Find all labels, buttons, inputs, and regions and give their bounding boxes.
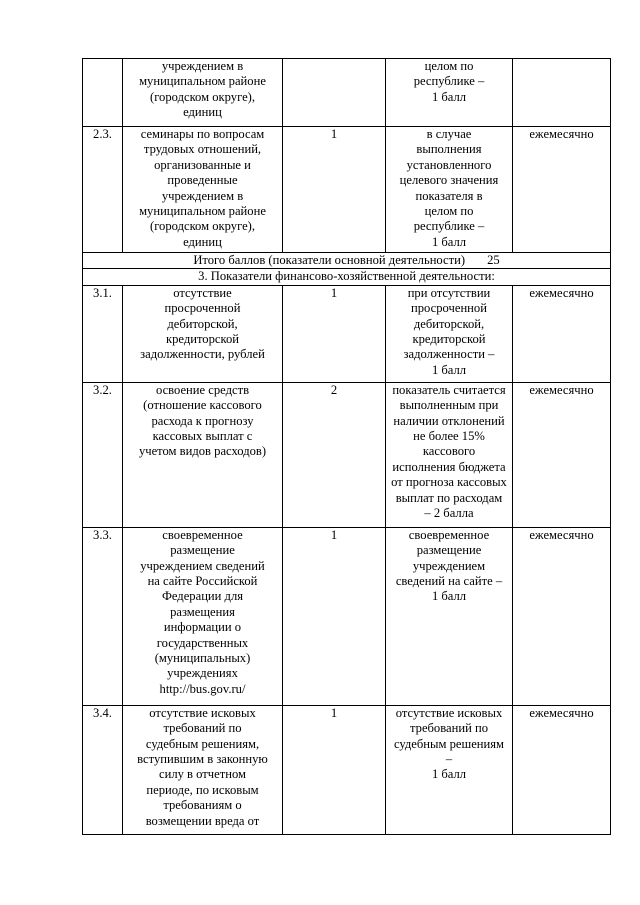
condition-cell bbox=[386, 59, 513, 127]
section-row bbox=[83, 269, 611, 285]
condition-cell-line: – bbox=[445, 752, 453, 767]
indicator-name-line: задолженности, рублей bbox=[140, 347, 265, 362]
indicator-name-line: Федерации для bbox=[161, 589, 244, 604]
indicator-name bbox=[123, 527, 283, 705]
indicators-table bbox=[82, 58, 611, 835]
indicator-name-line: своевременное bbox=[162, 527, 243, 542]
indicator-name-line: дебиторской, bbox=[167, 316, 238, 331]
indicator-name-line: семинары по вопросам bbox=[140, 127, 265, 141]
indicator-name-line: муниципальном районе bbox=[139, 74, 266, 89]
indicator-name-line: учреждением в bbox=[161, 59, 244, 73]
indicator-name-line: периоде, по исковым bbox=[146, 782, 259, 797]
total-row bbox=[83, 253, 611, 269]
condition-cell-line: судебным решениям bbox=[393, 736, 505, 751]
indicator-name-line: требований по bbox=[163, 721, 242, 736]
condition-cell-line: кассового bbox=[422, 444, 476, 459]
table-row bbox=[83, 705, 611, 834]
condition-cell-line: не более 15% bbox=[413, 429, 485, 444]
table-row bbox=[83, 382, 611, 527]
indicator-name-line: (муниципальных) bbox=[154, 651, 251, 666]
condition-cell-line: республике – bbox=[413, 219, 485, 234]
condition-cell-line: наличии отклонений bbox=[393, 413, 505, 428]
indicator-name-line: http://bus.gov.ru/ bbox=[159, 681, 246, 696]
condition-cell-line: 1 балл bbox=[431, 89, 467, 104]
indicator-name-line: (отношение кассового bbox=[143, 398, 262, 413]
indicator-name-line: просроченной bbox=[164, 301, 241, 316]
indicator-name-line: трудовых отношений, bbox=[143, 142, 262, 157]
condition-cell-line: требований по bbox=[409, 721, 489, 736]
indicator-name bbox=[123, 705, 283, 834]
condition-cell-line: исполнения бюджета bbox=[392, 459, 506, 474]
condition-cell-line: выплат по расходам bbox=[395, 490, 503, 505]
indicator-name-line: расхода к прогнозу bbox=[151, 413, 254, 428]
condition-cell-line: кредиторской bbox=[412, 332, 486, 347]
indicator-name bbox=[123, 285, 283, 382]
condition-cell-line: учреждением bbox=[412, 558, 486, 573]
condition-cell-line: выполненным при bbox=[399, 398, 499, 413]
condition-cell bbox=[386, 285, 513, 382]
condition-cell bbox=[386, 127, 513, 253]
indicator-name-line: единиц bbox=[183, 105, 222, 120]
indicator-name-line: отсутствие исковых bbox=[149, 705, 256, 720]
indicator-name-line: (городском округе), bbox=[150, 219, 255, 234]
indicator-name-line: отсутствие bbox=[173, 285, 232, 300]
condition-cell-line: просроченной bbox=[411, 301, 487, 316]
indicator-name-line: судебным решениям, bbox=[145, 736, 260, 751]
indicator-name-line: требованиям о bbox=[163, 798, 242, 813]
indicators-table-body bbox=[83, 59, 611, 835]
condition-cell bbox=[386, 382, 513, 527]
section-title bbox=[83, 269, 611, 285]
table-row bbox=[83, 59, 611, 127]
condition-cell-line: – 2 балла bbox=[424, 506, 474, 521]
condition-cell bbox=[386, 705, 513, 834]
indicator-name-line: кассовых выплат с bbox=[152, 429, 253, 444]
indicator-name-line: учетом видов расходов) bbox=[138, 444, 267, 459]
indicator-name-line: единиц bbox=[183, 234, 222, 249]
condition-cell-line: размещение bbox=[416, 543, 482, 558]
indicator-name-line: освоение средств bbox=[155, 382, 250, 397]
score-cell: 1 bbox=[283, 127, 386, 253]
indicator-name-line: учреждением в bbox=[161, 188, 244, 203]
frequency-cell: ежемесячно bbox=[513, 127, 611, 253]
table-row bbox=[83, 127, 611, 253]
condition-cell-line: задолженности – bbox=[403, 347, 495, 362]
row-number: 3.3. bbox=[83, 527, 123, 705]
table-row bbox=[83, 527, 611, 705]
condition-cell-line: республике – bbox=[413, 74, 485, 89]
score-cell bbox=[283, 59, 386, 127]
condition-cell-line: сведений на сайте – bbox=[395, 574, 503, 589]
frequency-cell: ежемесячно bbox=[513, 705, 611, 834]
indicator-name-line: (городском округе), bbox=[150, 89, 255, 104]
condition-cell-line: отсутствие исковых bbox=[395, 705, 503, 720]
row-number: 3.2. bbox=[83, 382, 123, 527]
row-number: 3.1. bbox=[83, 285, 123, 382]
condition-cell-line: при отсутствии bbox=[407, 285, 491, 300]
indicator-name-line: государственных bbox=[156, 635, 249, 650]
indicator-name-line: на сайте Российской bbox=[147, 574, 258, 589]
condition-cell-line: установленного bbox=[406, 157, 492, 172]
indicator-name-line: организованные и bbox=[154, 157, 251, 172]
condition-cell-line: 1 балл bbox=[431, 362, 467, 377]
condition-cell-line: показателя в bbox=[415, 188, 483, 203]
condition-cell-line: 1 балл bbox=[431, 234, 467, 249]
condition-cell-line: дебиторской, bbox=[413, 316, 485, 331]
condition-cell-line: своевременное bbox=[408, 527, 490, 542]
indicator-name-line: информации о bbox=[163, 620, 242, 635]
total-value: 25 bbox=[487, 253, 500, 267]
condition-cell-line: в случае bbox=[426, 127, 472, 141]
score-cell: 1 bbox=[283, 527, 386, 705]
condition-cell-line: выполнения bbox=[416, 142, 482, 157]
condition-cell-line: от прогноза кассовых bbox=[391, 475, 507, 490]
section-label: 3. Показатели финансово-хозяйственной деятельности: bbox=[198, 269, 495, 284]
condition-cell-line: 1 балл bbox=[431, 589, 467, 604]
table-row bbox=[83, 285, 611, 382]
frequency-cell bbox=[513, 59, 611, 127]
condition-cell-line: целевого значения bbox=[399, 173, 499, 188]
indicator-name bbox=[123, 382, 283, 527]
score-cell: 1 bbox=[283, 285, 386, 382]
indicator-name-line: проведенные bbox=[167, 173, 238, 188]
condition-cell-line: целом по bbox=[424, 59, 474, 73]
score-cell: 2 bbox=[283, 382, 386, 527]
indicator-name bbox=[123, 59, 283, 127]
frequency-cell: ежемесячно bbox=[513, 527, 611, 705]
row-number: 3.4. bbox=[83, 705, 123, 834]
total-cell bbox=[83, 253, 611, 269]
indicator-name-line: учреждением сведений bbox=[140, 558, 265, 573]
condition-cell-line: целом по bbox=[424, 204, 474, 219]
indicator-name-line: размещение bbox=[170, 543, 235, 558]
condition-cell bbox=[386, 527, 513, 705]
row-number: 2.3. bbox=[83, 127, 123, 253]
indicator-name bbox=[123, 127, 283, 253]
indicator-name-line: вступившим в законную bbox=[137, 752, 268, 767]
condition-cell-line: показатель считается bbox=[392, 382, 506, 397]
indicator-name-line: силу в отчетном bbox=[159, 767, 246, 782]
indicator-name-line: муниципальном районе bbox=[139, 204, 266, 219]
score-cell: 1 bbox=[283, 705, 386, 834]
row-number bbox=[83, 59, 123, 127]
indicator-name-line: учреждениях bbox=[167, 666, 238, 681]
total-label: Итого баллов (показатели основной деятельности) bbox=[193, 253, 466, 267]
indicator-name-line: возмещении вреда от bbox=[145, 813, 260, 828]
indicator-name-line: кредиторской bbox=[165, 332, 240, 347]
indicator-name-line: размещения bbox=[170, 604, 235, 619]
frequency-cell: ежемесячно bbox=[513, 285, 611, 382]
frequency-cell: ежемесячно bbox=[513, 382, 611, 527]
condition-cell-line: 1 балл bbox=[431, 767, 467, 782]
